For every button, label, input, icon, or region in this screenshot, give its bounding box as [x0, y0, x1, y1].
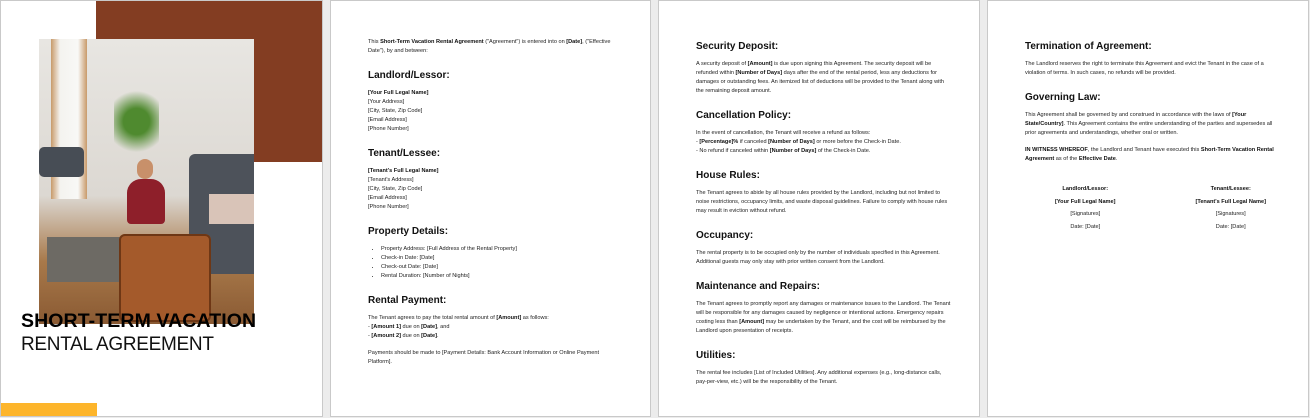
maintenance-text: The Tenant agrees to promptly report any damages or maintenance issues to the Landlord. The Tenant will be responsible for any damages caused by negligence or intentional actions. Emergency repairs costing less than [Amount] may be undertaken by the Tenant, and the cost will be reimbursed by the Landlord upon presentation of receipts. [696, 301, 951, 334]
tenant-line: [Tenant's Address] [368, 177, 414, 183]
cover-title: SHORT-TERM VACATION [21, 310, 257, 332]
maintenance-heading: Maintenance and Repairs: [696, 281, 820, 292]
rules-heading: House Rules: [696, 170, 760, 181]
payment-line: - [Amount 1] due on [Date], and [368, 324, 450, 330]
deposit-text: A security deposit of [Amount] is due upon signing this Agreement. The security deposit will be refunded within [Number of Days] days after the end of the rental period, less any deductions for damages or outstanding fees. An itemized list of deductions will be provided to the Tenant along with the remaining deposit amount. [696, 61, 945, 94]
property-item: • Property Address: [Full Address of the Rental Property] [381, 245, 624, 254]
property-heading: Property Details: [368, 226, 449, 237]
termination-heading: Termination of Agreement: [1025, 41, 1152, 52]
utilities-heading: Utilities: [696, 350, 736, 361]
tenant-line: [Email Address] [368, 195, 407, 201]
governing-law-text: This Agreement shall be governed by and construed in accordance with the laws of [Your State/Country]. This Agreement contains the entire understanding of the parties and supersedes all prior agreements and understandings, whether oral or written. [1025, 112, 1273, 136]
payment-method: Payments should be made to [Payment Details: Bank Account Information or Online Payment Platform]. [368, 350, 600, 365]
governing-law-heading: Governing Law: [1025, 92, 1101, 103]
tenant-name: [Tenant's Full Legal Name] [368, 168, 439, 174]
page-2 [330, 0, 651, 417]
occupancy-text: The rental property is to be occupied only by the number of individuals specified in this Agreement. Additional guests may only stay with prior written consent from the Landlord. [696, 250, 940, 265]
yellow-accent-bar [1, 403, 97, 417]
cover-photo [39, 39, 254, 324]
tenant-heading: Tenant/Lessee: [368, 148, 441, 159]
occupancy-heading: Occupancy: [696, 230, 754, 241]
cancel-intro: In the event of cancellation, the Tenant will receive a refund as follows: [696, 130, 871, 136]
witness-text: IN WITNESS WHEREOF, the Landlord and Tenant have executed this Short-Term Vacation Rental Agreement as of the Effective Date. [1025, 147, 1274, 162]
signature-block [1025, 185, 1282, 235]
cancel-line: - No refund if canceled within [Number of Days] of the Check-in Date. [696, 148, 871, 154]
property-item: • Check-out Date: [Date] [381, 263, 624, 272]
cancel-heading: Cancellation Policy: [696, 110, 792, 121]
cancel-line: - [Percentage]% if canceled [Number of Days] or more before the Check-in Date. [696, 139, 901, 145]
payment-line: - [Amount 2] due on [Date]. [368, 333, 439, 339]
property-list [368, 245, 624, 281]
tenant-line: [City, State, Zip Code] [368, 186, 423, 192]
utilities-text: The rental fee includes [List of Included Utilities]. Any additional expenses (e.g., long-distance calls, pay-per-view, etc.) will be the responsibility of the Tenant. [696, 370, 942, 385]
page-3 [658, 0, 980, 417]
property-item: • Rental Duration: [Number of Nights] [381, 272, 624, 281]
cover-subtitle: RENTAL AGREEMENT [21, 334, 214, 355]
landlord-signature: Landlord/Lessor: [Your Full Legal Name] [Signatures] Date: [Date] [1055, 186, 1116, 230]
intro-paragraph: This Short-Term Vacation Rental Agreement ("Agreement") is entered into on [Date], ("Effective Date"), by and between: [368, 39, 611, 54]
property-item: • Check-in Date: [Date] [381, 254, 624, 263]
landlord-line: [City, State, Zip Code] [368, 108, 423, 114]
tenant-line: [Phone Number] [368, 204, 409, 210]
termination-text: The Landlord reserves the right to terminate this Agreement and evict the Tenant in the case of a violation of terms. In such cases, no refunds will be provided. [1025, 61, 1264, 76]
landlord-heading: Landlord/Lessor: [368, 70, 450, 81]
deposit-heading: Security Deposit: [696, 41, 779, 52]
landlord-line: [Phone Number] [368, 126, 409, 132]
cover-page [0, 0, 323, 417]
page-4 [987, 0, 1309, 417]
tenant-signature: Tenant/Lessee: [Tenant's Full Legal Name] [Signatures] Date: [Date] [1195, 186, 1266, 230]
landlord-line: [Email Address] [368, 117, 407, 123]
landlord-name: [Your Full Legal Name] [368, 90, 429, 96]
payment-text: The Tenant agrees to pay the total rental amount of [Amount] as follows: [368, 315, 549, 321]
payment-heading: Rental Payment: [368, 295, 447, 306]
rules-text: The Tenant agrees to abide by all house rules provided by the Landlord, including but not limited to noise restrictions, occupancy limits, and waste disposal guidelines. Failure to comply with house rules may result in eviction without refund. [696, 190, 948, 214]
landlord-line: [Your Address] [368, 99, 405, 105]
